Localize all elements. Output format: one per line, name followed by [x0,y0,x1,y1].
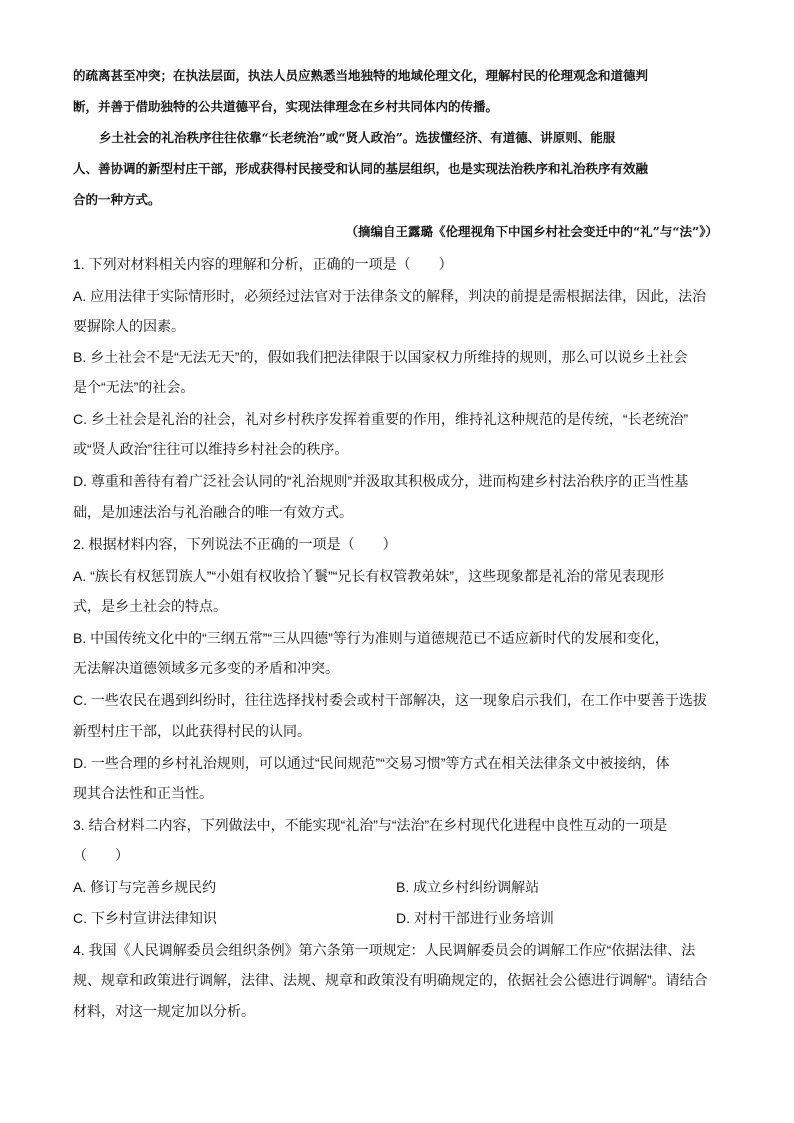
q4-line1: 4. 我国《人民调解委员会组织条例》第六条第一项规定：人民调解委员会的调解工作应“依据法律、法 [73,942,696,958]
q1-option-b-line2: 是个“无法”的社会。 [73,379,195,395]
q1-stem: 1. 下列对材料相关内容的理解和分析，正确的一项是（ ） [73,256,453,272]
q1-option-d-line1: D. 尊重和善待有着广泛社会认同的“礼治规则”并汲取其积极成分，进而构建乡村法治秩序的正当性基 [73,473,689,489]
q1-option-c-line2: 或“贤人政治”往往可以维持乡村社会的秩序。 [73,441,349,457]
q2-option-b-line1: B. 中国传统文化中的“三纲五常”“三从四德”等行为准则与道德规范已不适应新时代的发展和变化， [73,630,669,646]
passage-p2-line2: 人、善协调的新型村庄干部，形成获得村民接受和认同的基层组织，也是实现法治秩序和礼治秩序有效融 [73,161,649,176]
passage-p2-line3: 合的一种方式。 [73,192,161,207]
passage-p1-line1: 的疏离甚至冲突；在执法层面，执法人员应熟悉当地独特的地域伦理文化，理解村民的伦理观念和道德判 [73,68,649,83]
q1-option-c-line1: C. 乡土社会是礼治的社会，礼对乡村秩序发挥着重要的作用，维持礼这种规范的是传统，“长老统治” [73,411,689,427]
q2-option-a-line1: A. “族长有权惩罚族人”“小姐有权收拾丫鬟”“兄长有权管教弟妹”，这些现象都是礼治的常见表现形 [73,568,665,584]
q1-option-b-line1: B. 乡土社会不是“无法无天”的，假如我们把法律限于以国家权力所维持的规则，那么可以说乡土社会 [73,349,688,365]
q2-option-b-line2: 无法解决道德领域多元多变的矛盾和冲突。 [73,660,339,676]
q3-option-a: A. 修订与完善乡规民约 [73,879,217,895]
q1-option-a-line2: 要摒除人的因素。 [73,318,185,334]
q2-option-a-line2: 式，是乡土社会的特点。 [73,598,227,614]
passage-p1-line2: 断，并善于借助独特的公共道德平台，实现法律理念在乡村共同体内的传播。 [73,99,499,114]
q2-stem: 2. 根据材料内容，下列说法不正确的一项是（ ） [73,536,397,552]
q4-line2: 规、规章和政策进行调解，法律、法规、规章和政策没有明确规定的，依据社会公德进行调解”。请结合 [73,972,708,988]
q1-option-a-line1: A. 应用法律于实际情形时，必须经过法官对于法律条文的解释，判决的前提是需根据法律，因此，法治 [73,288,707,304]
q3-stem-line2: （ ） [73,847,129,863]
q3-option-d: D. 对村干部进行业务培训 [396,910,554,926]
q3-option-c: C. 下乡村宣讲法律知识 [73,910,217,926]
passage-source: （摘编自王露璐《伦理视角下中国乡村社会变迁中的“礼”与“法”》） [345,224,718,239]
q2-option-c-line2: 新型村庄干部，以此获得村民的认同。 [73,723,311,739]
q1-option-d-line2: 础，是加速法治与礼治融合的唯一有效方式。 [73,504,353,520]
q4-line3: 材料，对这一规定加以分析。 [73,1003,255,1019]
passage-p2-line1: 乡土社会的礼治秩序往往依靠“长老统治”或“贤人政治”。选拔懂经济、有道德、讲原则、能服 [99,130,616,145]
q2-option-d-line2: 现其合法性和正当性。 [73,785,213,801]
q3-stem-line1: 3. 结合材料二内容，下列做法中，不能实现“礼治”与“法治”在乡村现代化进程中良性互动的一项是 [73,817,668,833]
q2-option-c-line1: C. 一些农民在遇到纠纷时，往往选择找村委会或村干部解决，这一现象启示我们，在工作中要善于选拔 [73,692,707,708]
q3-option-b: B. 成立乡村纠纷调解站 [396,879,540,895]
q2-option-d-line1: D. 一些合理的乡村礼治规则，可以通过“民间规范”“交易习惯”等方式在相关法律条文中被接纳，体 [73,755,670,771]
